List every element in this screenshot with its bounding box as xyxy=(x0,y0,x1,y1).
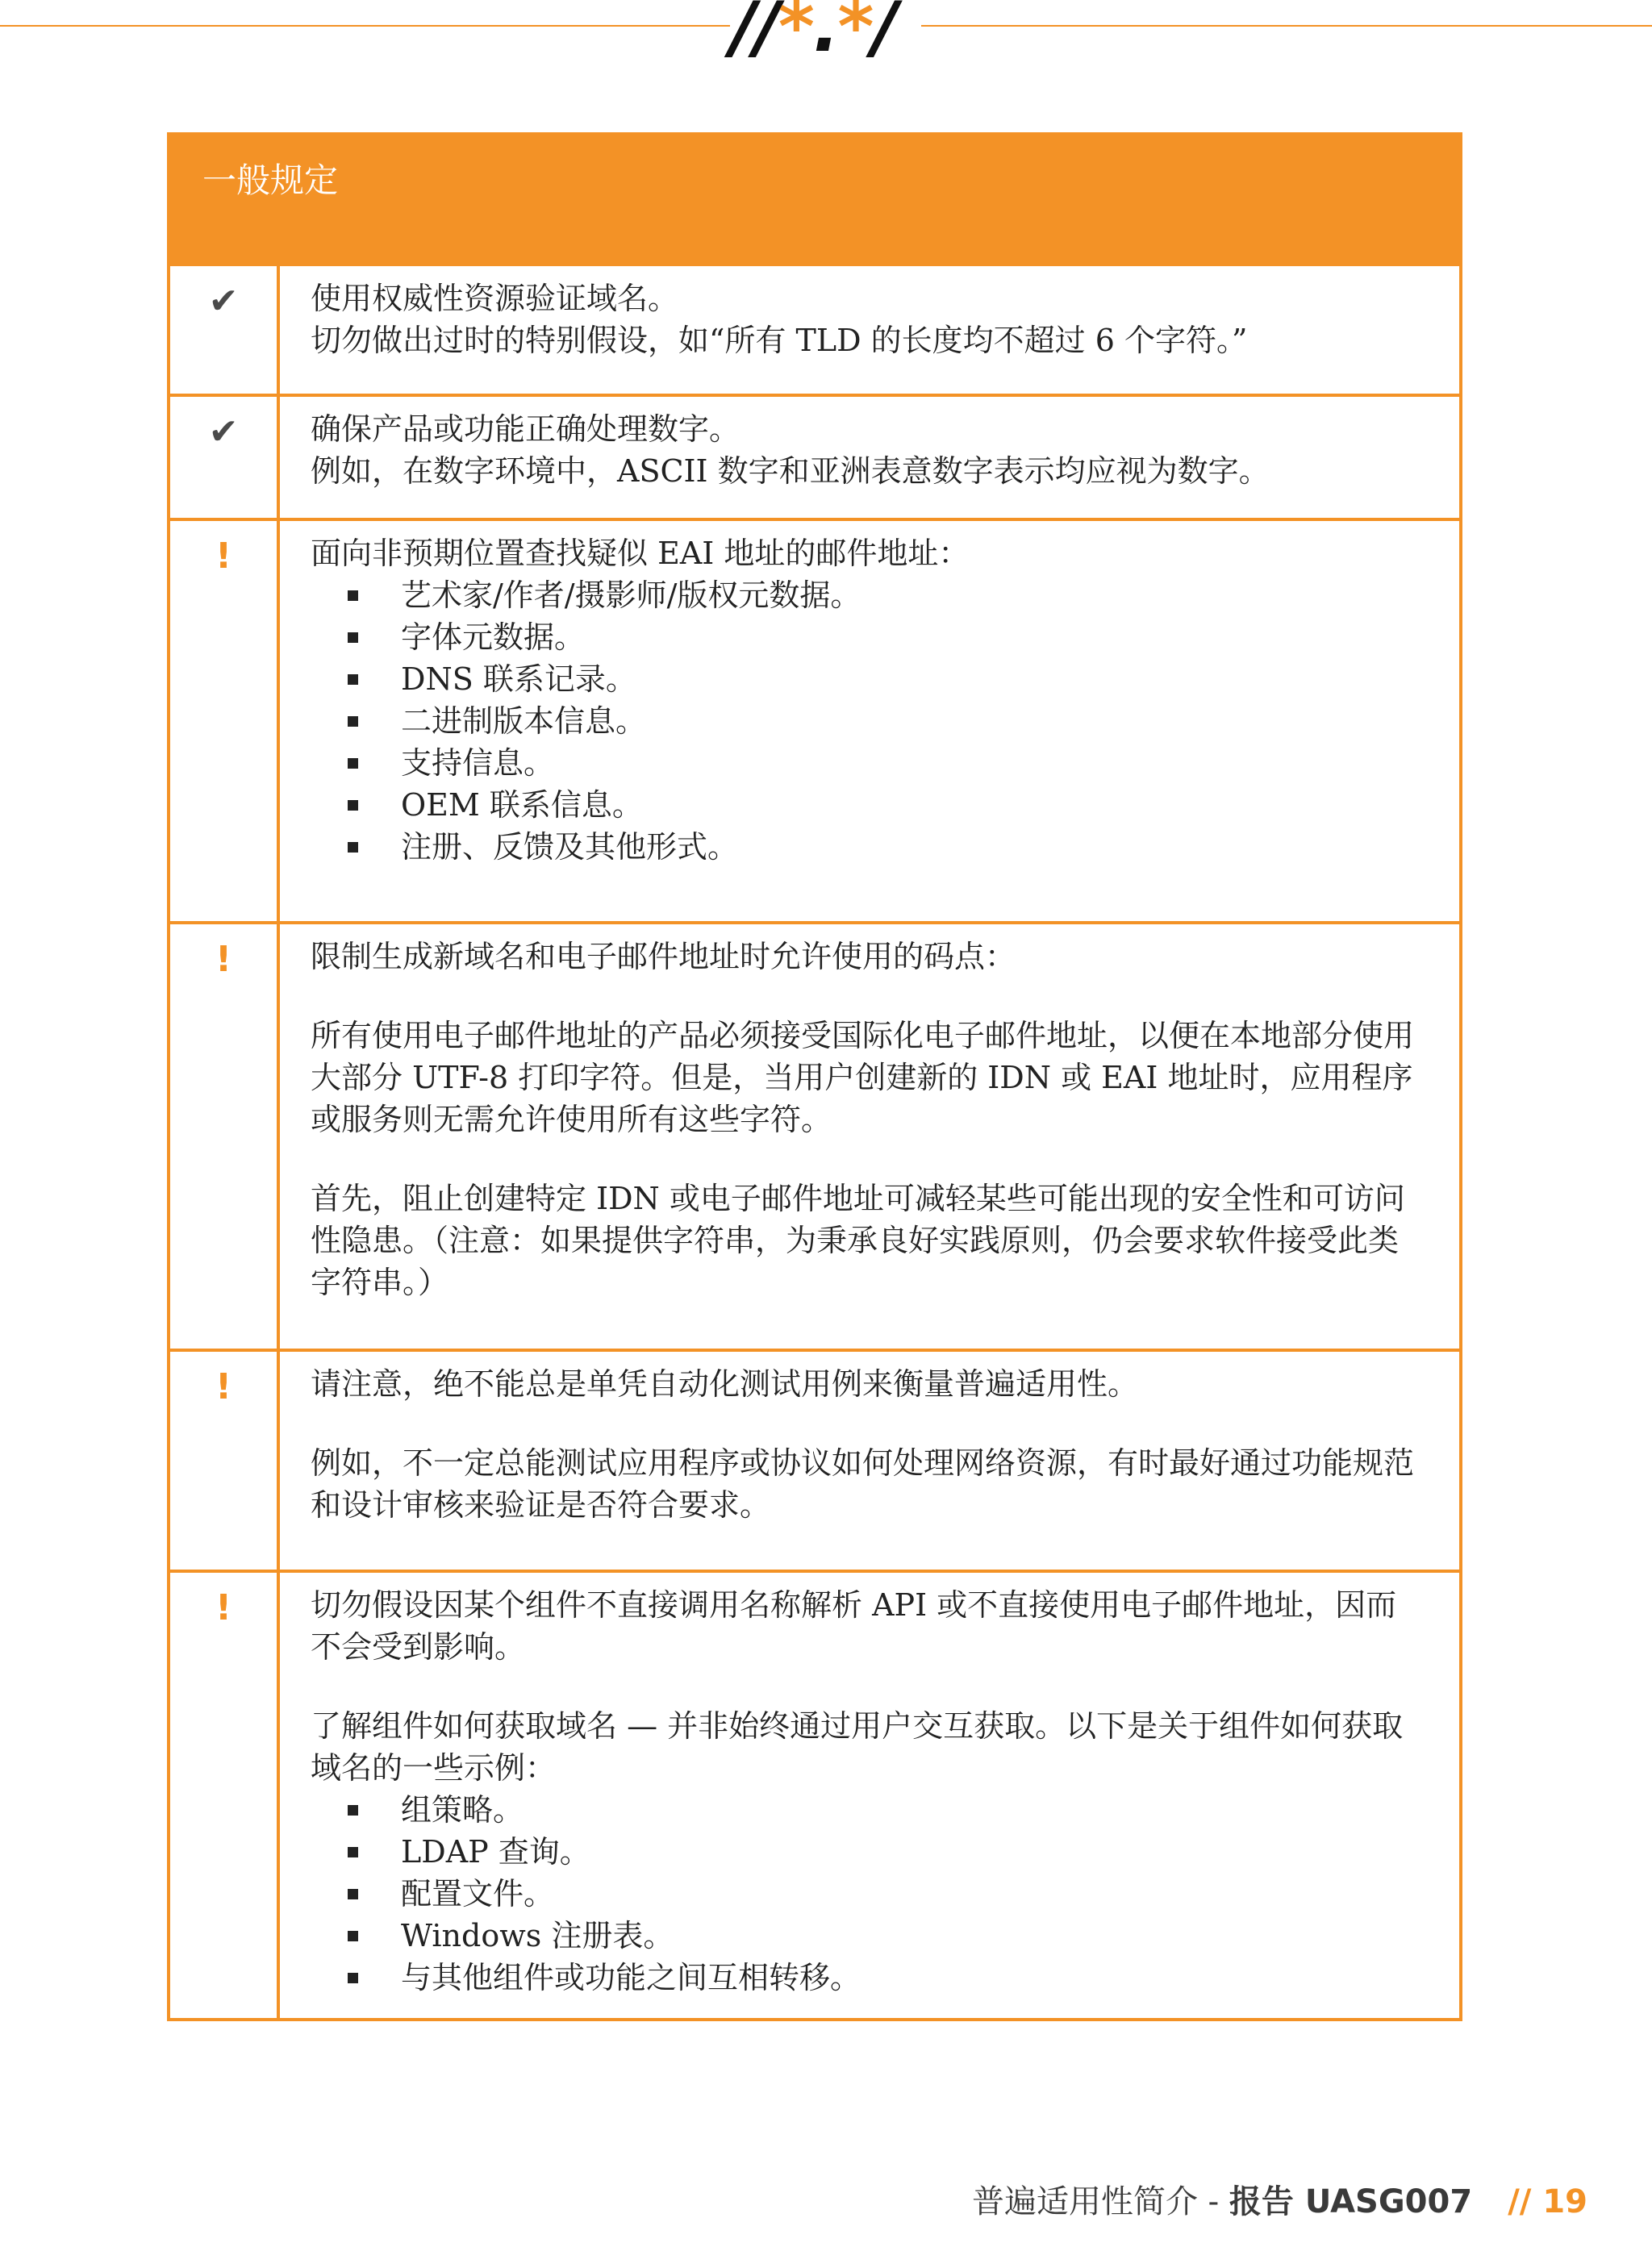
exclamation-icon: ! xyxy=(215,1366,232,1407)
check-icon: ✔ xyxy=(208,411,239,452)
logo-dot: . xyxy=(812,0,838,68)
bullet-list xyxy=(311,1789,1424,1999)
report-code: 报告 UASG007 xyxy=(1229,2183,1473,2220)
uasg-logo xyxy=(731,0,924,68)
list-item: 支持信息。 xyxy=(311,742,1424,784)
exclamation-icon: ! xyxy=(215,1587,232,1628)
check-icon: ✔ xyxy=(208,281,239,322)
list-item: DNS 联系记录。 xyxy=(311,658,1424,700)
rule-text: 切勿假设因某个组件不直接调用名称解析 API 或不直接使用电子邮件地址，因而不会受到影响。 xyxy=(311,1587,1397,1665)
rule-content xyxy=(311,936,1424,1303)
rule-text: 请注意，绝不能总是单凭自动化测试用例来衡量普遍适用性。 xyxy=(311,1366,1139,1402)
rule-text: 确保产品或功能正确处理数字。 例如，在数字环境中，ASCII 数字和亚洲表意数字表示均应视为数字。 xyxy=(311,411,1270,489)
rule-content xyxy=(311,1363,1424,1526)
list-item: 字体元数据。 xyxy=(311,616,1424,658)
mark-cell xyxy=(170,1573,280,2018)
footer-title: 普遍适用性简介 - xyxy=(971,2183,1229,2220)
page-footer xyxy=(972,2178,1587,2226)
header-rule-right xyxy=(921,25,1652,27)
bullet-list xyxy=(311,574,1424,868)
list-item: 二进制版本信息。 xyxy=(311,700,1424,742)
list-item: 组策略。 xyxy=(311,1789,1424,1831)
general-rules-panel xyxy=(167,132,1462,2021)
rule-text: 首先，阻止创建特定 IDN 或电子邮件地址可减轻某些可能出现的安全性和可访问性隐患。（注意：如果提供字符串，为秉承良好实践原则，仍会要求软件接受此类字符串。） xyxy=(311,1181,1405,1300)
rule-text: 使用权威性资源验证域名。 切勿做出过时的特别假设，如“所有 TLD 的长度均不超过 6 个字符。” xyxy=(311,281,1248,358)
rule-text: 了解组件如何获取域名 — 并非始终通过用户交互获取。以下是关于组件如何获取域名的一些示例： xyxy=(311,1708,1404,1786)
header-rule-left xyxy=(0,25,730,27)
rule-text: 面向非预期位置查找疑似 EAI 地址的邮件地址： xyxy=(311,536,970,571)
rule-content xyxy=(311,408,1424,492)
rule-content xyxy=(311,1584,1424,1999)
rule-row xyxy=(170,1570,1459,2018)
rule-row xyxy=(170,394,1459,518)
rule-content xyxy=(311,277,1424,361)
mark-cell xyxy=(170,521,280,921)
panel-title: 一般规定 xyxy=(202,161,339,200)
list-item: OEM 联系信息。 xyxy=(311,784,1424,826)
list-item: 与其他组件或功能之间互相转移。 xyxy=(311,1957,1424,1999)
logo-slashes: // xyxy=(731,0,778,68)
logo-star: * xyxy=(837,0,873,68)
rule-content xyxy=(311,532,1424,868)
rule-text: 限制生成新域名和电子邮件地址时允许使用的码点： xyxy=(311,939,1016,974)
rule-row xyxy=(170,263,1459,394)
rule-row xyxy=(170,921,1459,1349)
list-item: 注册、反馈及其他形式。 xyxy=(311,826,1424,868)
list-item: Windows 注册表。 xyxy=(311,1915,1424,1957)
rule-row xyxy=(170,518,1459,921)
exclamation-icon: ! xyxy=(215,939,232,980)
panel-header xyxy=(170,135,1459,263)
rule-row xyxy=(170,1349,1459,1570)
list-item: 艺术家/作者/摄影师/版权元数据。 xyxy=(311,574,1424,616)
mark-cell xyxy=(170,397,280,518)
logo-star: * xyxy=(778,0,813,68)
list-item: 配置文件。 xyxy=(311,1873,1424,1915)
mark-cell xyxy=(170,924,280,1349)
exclamation-icon: ! xyxy=(215,536,232,577)
logo-slash: / xyxy=(872,0,896,68)
list-item: LDAP 查询。 xyxy=(311,1831,1424,1873)
mark-cell xyxy=(170,266,280,394)
rule-text: 例如，不一定总能测试应用程序或协议如何处理网络资源，有时最好通过功能规范和设计审核来验证是否符合要求。 xyxy=(311,1445,1415,1523)
mark-cell xyxy=(170,1352,280,1570)
page-number: // 19 xyxy=(1508,2183,1587,2220)
rule-text: 所有使用电子邮件地址的产品必须接受国际化电子邮件地址，以便在本地部分使用大部分 UTF-8 打印字符。但是，当用户创建新的 IDN 或 EAI 地址时，应用程序或服务则无需允许使用所有这些字符。 xyxy=(311,1018,1415,1137)
